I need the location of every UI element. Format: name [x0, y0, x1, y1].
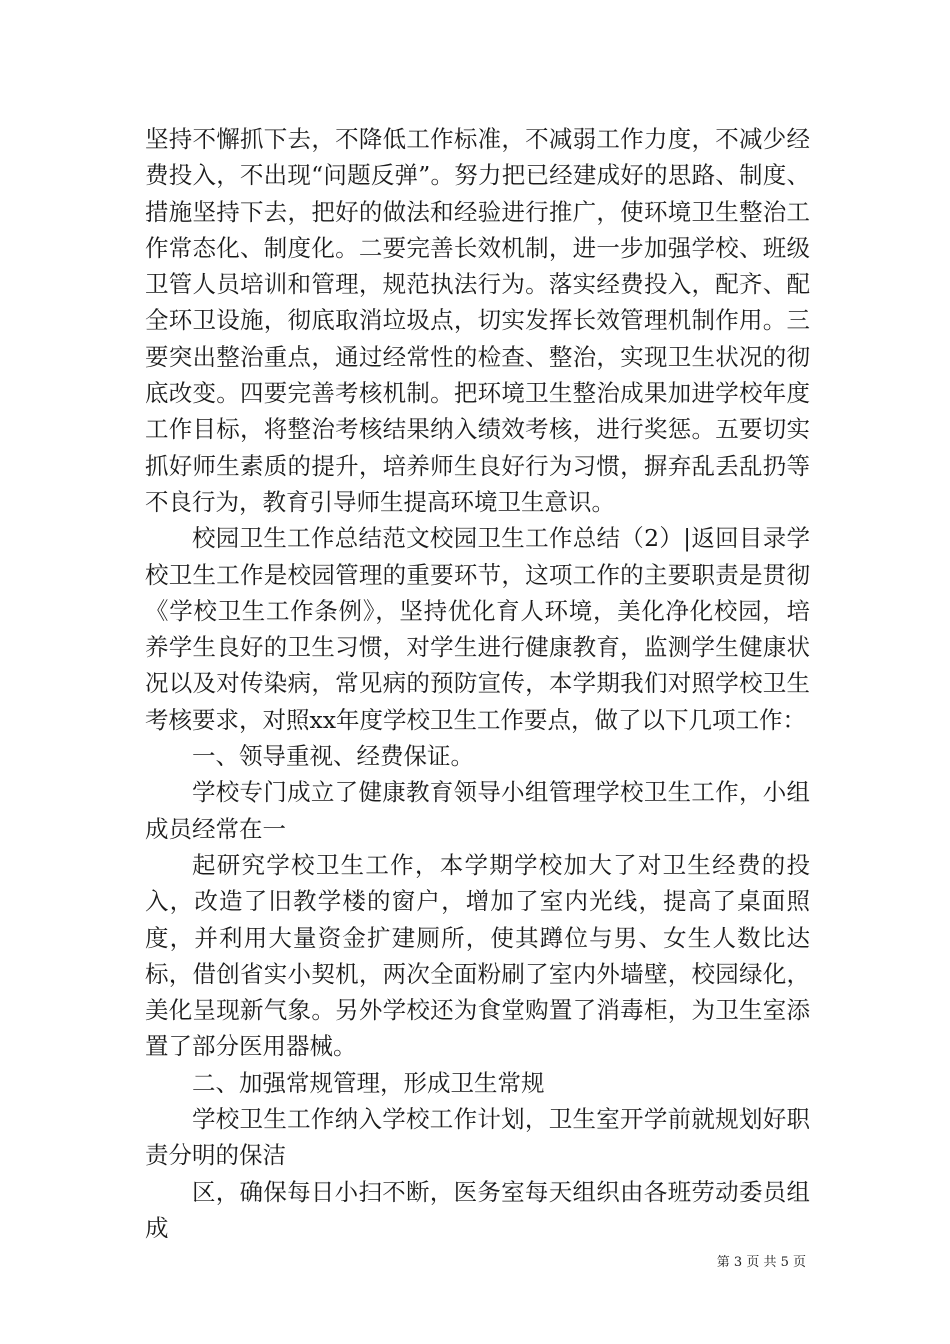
section-heading-2: 二、加强常规管理，形成卫生常规 — [192, 1068, 545, 1097]
paragraph-4: 起研究学校卫生工作，本学期学校加大了对卫生经费的投入，改造了旧教学楼的窗户，增加了室内光线，提高了桌面照度，并利用大量资金扩建厕所，使其蹲位与男、女生人数比达标，借创省实小契机，两次全面粉刷了室内外墙壁，校园绿化，美化呈现新气象。另外学校还为食堂购置了消毒柜，为卫生室添置了部分医用器械。 — [145, 850, 810, 1061]
paragraph-2: 校园卫生工作总结范文校园卫生工作总结（2）|返回目录学校卫生工作是校园管理的重要环节，这项工作的主要职责是贯彻《学校卫生工作条例》，坚持优化育人环境，美化净化校园，培养学生良好的卫生习惯，对学生进行健康教育，监测学生健康状况以及对传染病，常见病的预防宣传，本学期我们对照学校卫生考核要求，对照xx年度学校卫生工作要点，做了以下几项工作： — [145, 524, 810, 734]
document-body — [145, 121, 810, 1246]
paragraph-5: 学校卫生工作纳入学校工作计划，卫生室开学前就规划好职责分明的保洁 — [145, 1105, 810, 1170]
page-number: 第 3 页 共 5 页 — [716, 1255, 806, 1270]
paragraph-3: 学校专门成立了健康教育领导小组管理学校卫生工作，小组成员经常在一 — [145, 778, 810, 843]
paragraph-1: 坚持不懈抓下去，不降低工作标准，不减弱工作力度，不减少经费投入，不出现“问题反弹”。努力把已经建成好的思路、制度、措施坚持下去，把好的做法和经验进行推广，使环境卫生整治工作常态化、制度化。二要完善长效机制，进一步加强学校、班级卫管人员培训和管理，规范执法行为。落实经费投入，配齐、配全环卫设施，彻底取消垃圾点，切实发挥长效管理机制作用。三要突出整治重点，通过经常性的检查、整治，实现卫生状况的彻底改变。四要完善考核机制。把环境卫生整治成果加进学校年度工作目标，将整治考核结果纳入绩效考核，进行奖惩。五要切实抓好师生素质的提升，培养师生良好行为习惯，摒弃乱丢乱扔等不良行为，教育引导师生提高环境卫生意识。 — [145, 125, 810, 516]
paragraph-6: 区，确保每日小扫不断，医务室每天组织由各班劳动委员组成 — [145, 1177, 810, 1242]
section-heading-1: 一、领导重视、经费保证。 — [192, 742, 474, 771]
